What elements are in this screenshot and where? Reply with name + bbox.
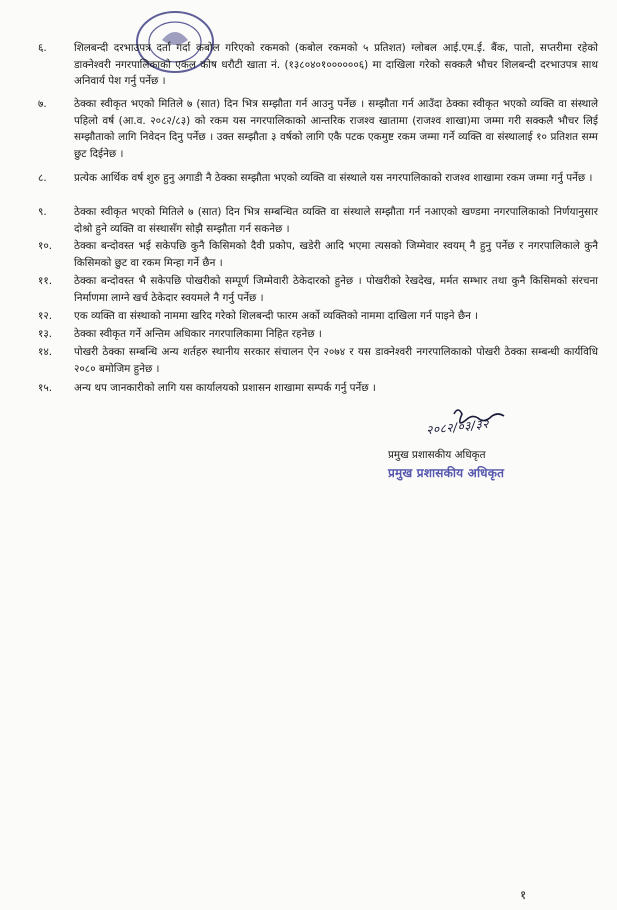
clause-number: ७. <box>38 98 47 110</box>
signature-block <box>388 404 588 484</box>
clause-10 <box>38 238 598 271</box>
clause-6 <box>38 40 598 90</box>
clause-number: ९. <box>38 206 47 218</box>
signatory-title: प्रमुख प्रशासकीय अधिकृत <box>388 449 486 461</box>
clause-13 <box>38 326 598 343</box>
clause-number: १५. <box>38 382 53 394</box>
clause-text: ठेक्का स्वीकृत गर्ने अन्तिम अधिकार नगरपालिकामा निहित रहनेछ । <box>74 328 322 340</box>
clause-text: एक व्यक्ति वा संस्थाको नाममा खरिद गरेको शिलबन्दी फारम अर्को व्यक्तिको नाममा दाखिला गर्न पाइने छैन । <box>74 310 479 322</box>
clause-text: प्रत्येक आर्थिक वर्ष शुरु हुनु अगाडी नै ठेक्का सम्झौता भएको व्यक्ति वा संस्थाले यस नगरपालिकाको राजश्व शाखामा रकम जम्मा गर्नु पर्नेछ । <box>74 172 593 184</box>
clause-9 <box>38 204 598 237</box>
clause-number: ११. <box>38 275 53 287</box>
page-number: १ <box>520 888 527 902</box>
clause-text: ठेक्का स्वीकृत भएको मितिले ७ (सात) दिन भित्र सम्झौता गर्न आउनु पर्नेछ । सम्झौता गर्न आउँदा ठेक्का स्वीकृत भएको व्यक्ति वा संस्थाले पहिलो वर्ष (आ.व. २०८२/८३) को रकम यस नगरपालिकाको आन्तरिक राजश्व खातामा (राजश्व शाखा)मा जम्मा गरी सक्कलै भौचर लिई सम्झौताको लागि निवेदन दिनु पर्नेछ । उक्त सम्झौता ३ वर्षको लागि एकै पटक एकमुष्ट रकम जम्मा गर्ने व्यक्ति वा संस्थालाई १० प्रतिशत सम्म छुट दिईनेछ । <box>74 98 598 160</box>
clause-15 <box>38 380 598 397</box>
designation-stamp: प्रमुख प्रशासकीय अधिकृत <box>388 466 505 480</box>
clause-text: शिलबन्दी दरभाउपत्र दर्ता गर्दा कबोल गरिएको रकमको (कबोल रकमको ५ प्रतिशत) ग्लोबल आई.एम.ई. बैंक, पातो, सप्तरीमा रहेको डाक्नेश्वरी नगरपालिकाको एकल कोष धरौटी खाता नं. (१३८०४०१००००००६) मा दाखिला गरेको सक्कलै भौचर शिलबन्दी दरभाउपत्र साथ अनिवार्य पेश गर्नु पर्नेछ । <box>74 42 598 87</box>
clause-11 <box>38 273 598 306</box>
clause-text: ठेक्का स्वीकृत भएको मितिले ७ (सात) दिन भित्र सम्बन्धित व्यक्ति वा संस्थाले सम्झौता गर्न नआएको खण्डमा नगरपालिकाको निर्णयानुसार दोश्रो हुने व्यक्ति वा संस्थासँग सोझै सम्झौता गर्न सकनेछ । <box>74 206 598 235</box>
clause-14 <box>38 344 598 377</box>
clause-number: १२. <box>38 310 53 322</box>
clause-number: १३. <box>38 328 53 340</box>
clause-text: ठेक्का बन्दोवस्त भई सकेपछि कुनै किसिमको दैवी प्रकोप, खडेरी आदि भएमा त्यसको जिम्मेवार स्वयम् नै हुनु पर्नेछ र नगरपालिकाले कुनै किसिमको छुट वा रकम मिन्हा गर्ने छैन । <box>74 240 598 269</box>
clause-7 <box>38 96 598 162</box>
clause-number: १०. <box>38 240 53 252</box>
clause-text: ठेक्का बन्दोवस्त भै सकेपछि पोखरीको सम्पूर्ण जिम्मेवारी ठेकेदारको हुनेछ । पोखरीको रेखदेख, मर्मत सम्भार तथा कुनै किसिमको संरचना निर्माणमा लाग्ने खर्च ठेकेदार स्वयमले नै गर्नु पर्नेछ । <box>74 275 598 304</box>
clause-number: ६. <box>38 42 47 54</box>
clause-number: १४. <box>38 346 53 358</box>
clause-number: ८. <box>38 172 47 184</box>
signature-date: २०८२/०३/३२ <box>425 416 490 438</box>
clause-text: पोखरी ठेक्का सम्बन्धि अन्य शर्तहरु स्थानीय सरकार संचालन ऐन २०७४ र यस डाक्नेश्वरी नगरपालिकाको पोखरी ठेक्का सम्बन्धी कार्यविधि २०८० बमोजिम हुनेछ । <box>74 346 598 375</box>
clause-8 <box>38 170 598 187</box>
clause-text: अन्य थप जानकारीको लागि यस कार्यालयको प्रशासन शाखामा सम्पर्क गर्नु पर्नेछ । <box>74 382 376 394</box>
clause-12 <box>38 308 598 325</box>
